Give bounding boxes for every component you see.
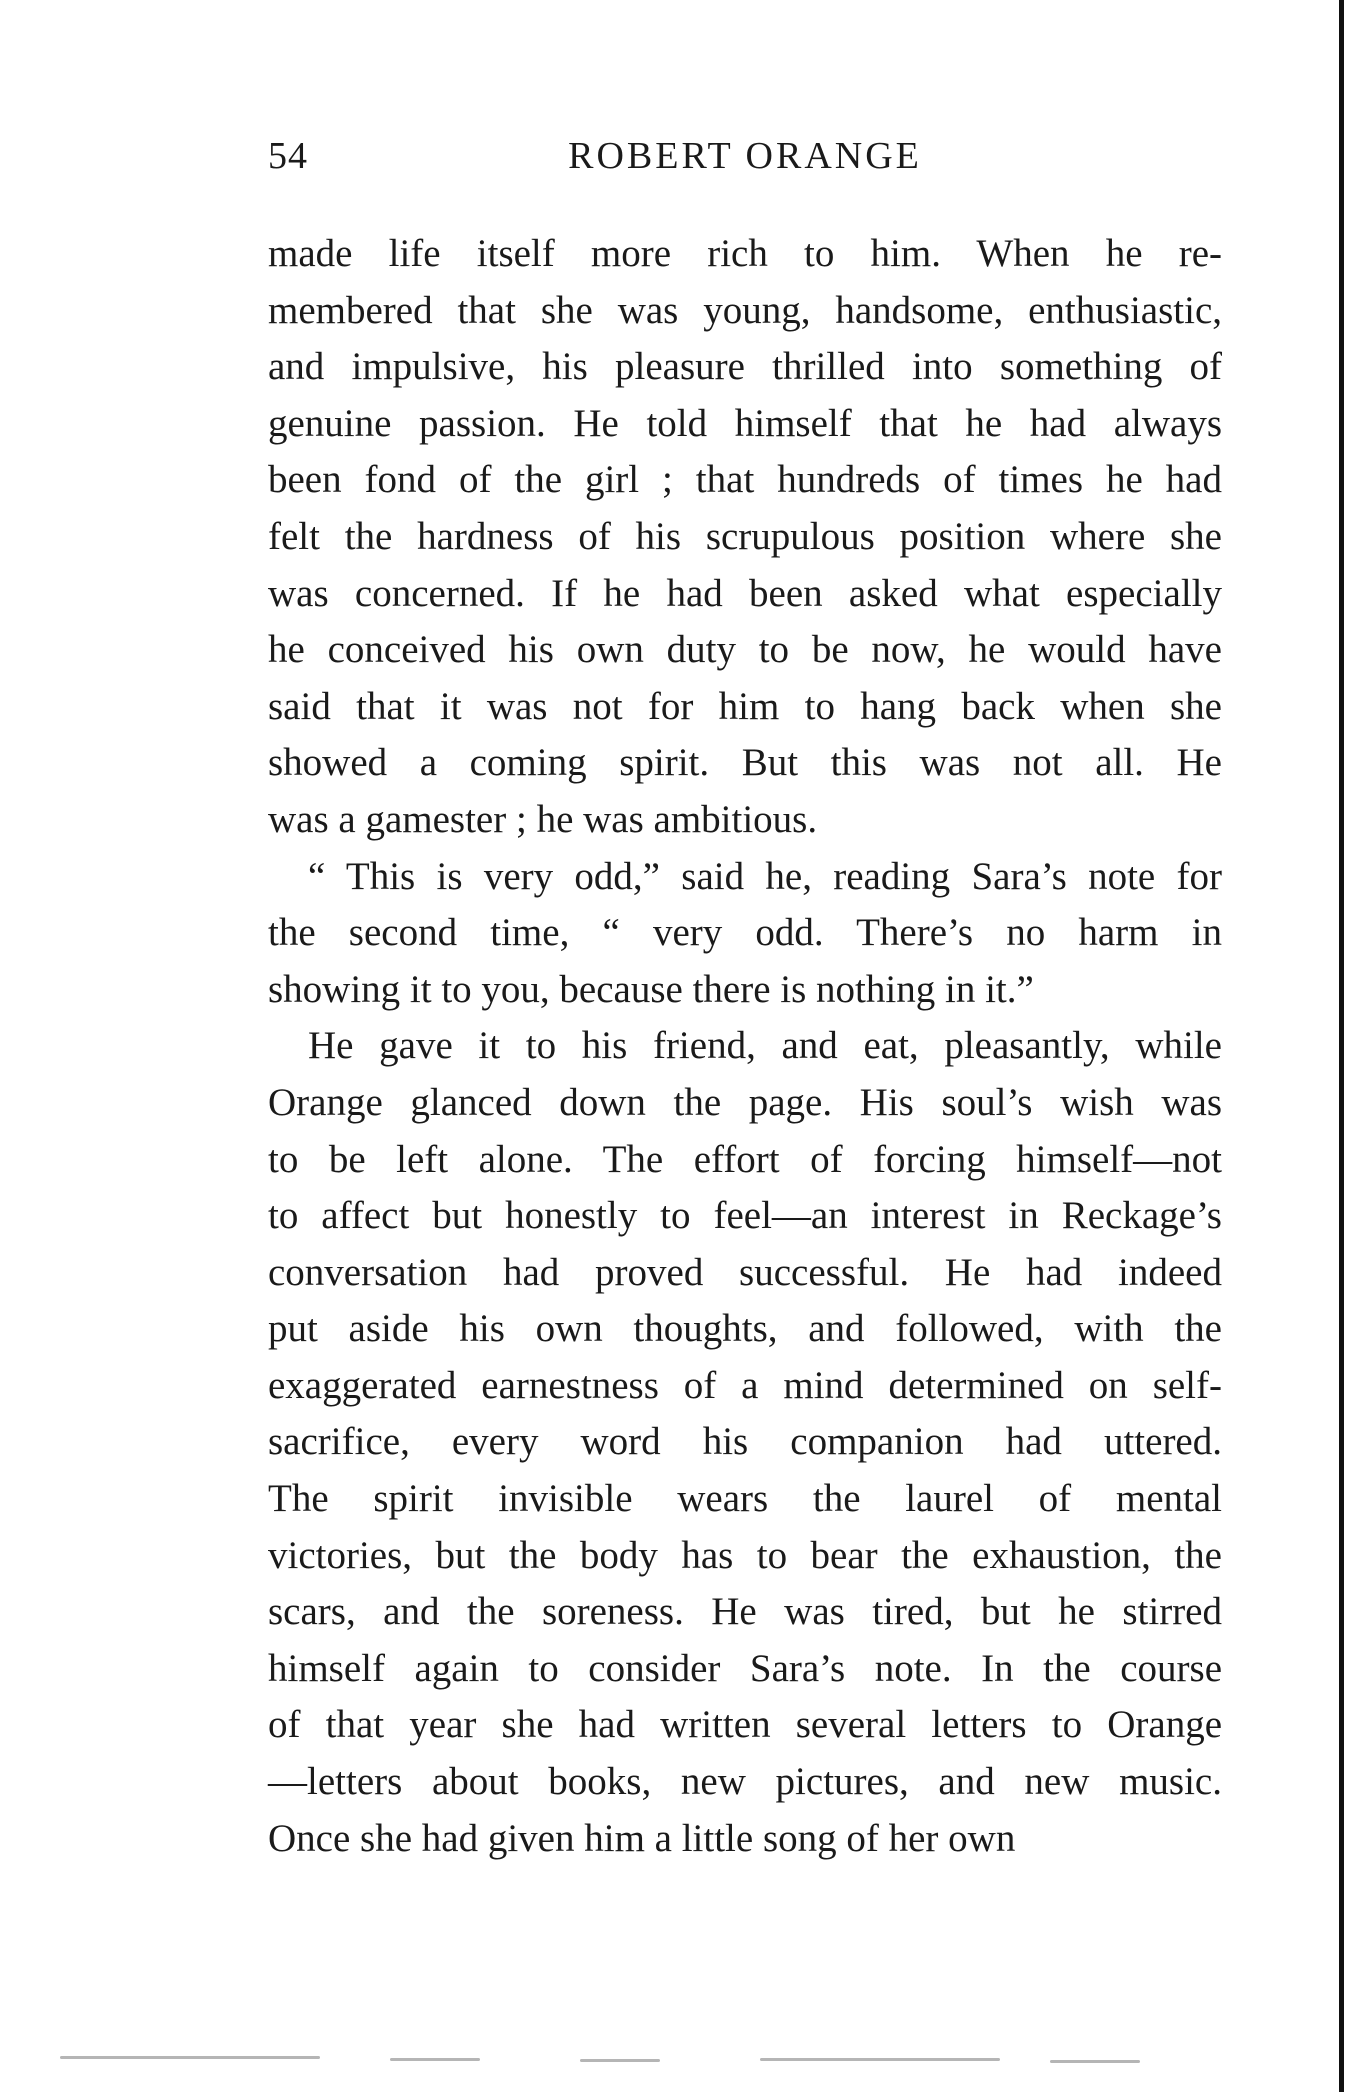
text-line: put aside his own thoughts, and followed, with the [268,1307,1222,1351]
text-line: made life itself more rich to him. When he re- [268,232,1222,275]
page-header [268,134,1222,186]
text-line: conversation had proved successful. He had indeed [268,1250,1222,1294]
text-line: exaggerated earnestness of a mind determined on self- [268,1363,1222,1407]
text-line: said that it was not for him to hang back when she [268,684,1222,728]
text-line: Once she had given him a little song of her own [268,1816,1016,1860]
text-line: showing it to you, because there is nothing in it.” [268,967,1034,1011]
text-line: —letters about books, new pictures, and new music. [268,1760,1222,1804]
text-line: felt the hardness of his scrupulous position where she [268,514,1222,558]
text-line: victories, but the body has to bear the exhaustion, the [268,1533,1222,1577]
paragraph [268,1018,1222,1867]
running-title: ROBERT ORANGE [568,135,922,177]
text-line: was a gamester ; he was ambitious. [268,797,818,841]
text-line: to be left alone. The effort of forcing himself—not [268,1137,1222,1181]
text-line: the second time, “ very odd. There’s no harm in [268,911,1222,955]
text-line: genuine passion. He told himself that he had always [268,401,1222,445]
text-line: he conceived his own duty to be now, he would have [268,628,1222,672]
page-number: 54 [268,135,308,177]
text-line: was concerned. If he had been asked what especially [268,571,1222,615]
text-line: He gave it to his friend, and eat, pleasantly, while [308,1024,1222,1068]
text-line: The spirit invisible wears the laurel of mental [268,1477,1222,1521]
text-line: membered that she was young, handsome, enthusiastic, [268,288,1222,332]
text-line: himself again to consider Sara’s note. In the course [268,1646,1222,1690]
text-line: been fond of the girl ; that hundreds of times he had [268,458,1222,502]
text-line: scars, and the soreness. He was tired, but he stirred [268,1590,1222,1634]
text-line: “ This is very odd,” said he, reading Sara’s note for [308,854,1222,898]
text-line: sacrifice, every word his companion had uttered. [268,1420,1222,1464]
page-edge-shadow [1339,0,1344,2092]
text-line: of that year she had written several letters to Orange [268,1703,1222,1747]
paragraph [268,226,1222,849]
text-line: and impulsive, his pleasure thrilled into something of [268,345,1222,389]
paragraph [268,849,1222,1019]
text-line: to affect but honestly to feel—an interest in Reckage’s [268,1194,1222,1238]
body-text [268,226,1222,1867]
text-line: showed a coming spirit. But this was not all. He [268,741,1222,785]
scan-specks [60,2050,1210,2070]
text-line: Orange glanced down the page. His soul’s wish was [268,1080,1222,1124]
